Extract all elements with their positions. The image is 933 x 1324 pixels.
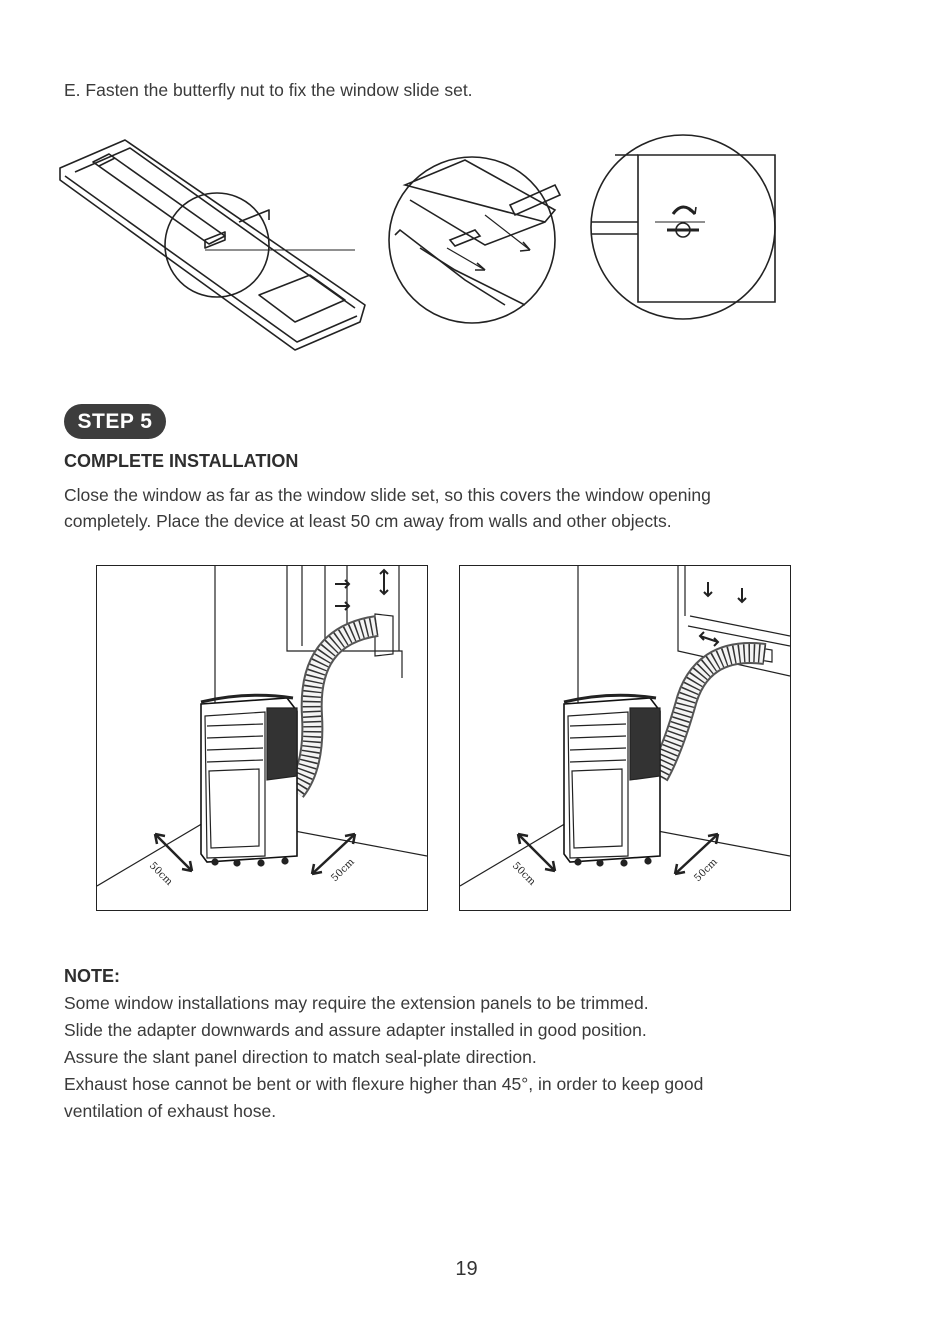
note-heading: NOTE: — [64, 966, 120, 986]
distance-label-right: 50cm — [692, 856, 720, 885]
window-slide-illustration — [55, 130, 785, 360]
note-line-5: ventilation of exhaust hose. — [64, 1101, 277, 1121]
installation-figure-horizontal-window — [459, 565, 791, 911]
note-line-1: Some window installations may require the extension panels to be trimmed. — [64, 993, 649, 1013]
distance-label-left: 50cm — [146, 860, 175, 888]
complete-installation-heading: COMPLETE INSTALLATION — [64, 451, 299, 471]
step5-body-line-2: completely. Place the device at least 50 cm away from walls and other objects. — [64, 511, 672, 531]
distance-label-right: 50cm — [329, 856, 357, 885]
step5-body-line-1: Close the window as far as the window slide set, so this covers the window opening — [64, 485, 711, 505]
note-line-2: Slide the adapter downwards and assure adapter installed in good position. — [64, 1020, 647, 1040]
page-number: 19 — [455, 1258, 478, 1280]
installation-figure-vertical-window — [96, 565, 428, 911]
step-5-badge: STEP 5 — [64, 404, 166, 439]
distance-label-left: 50cm — [509, 860, 538, 888]
note-line-3: Assure the slant panel direction to match seal-plate direction. — [64, 1047, 537, 1067]
step-e-instruction: E. Fasten the butterfly nut to fix the window slide set. — [64, 80, 473, 100]
note-line-4: Exhaust hose cannot be bent or with flexure higher than 45°, in order to keep good — [64, 1074, 704, 1094]
